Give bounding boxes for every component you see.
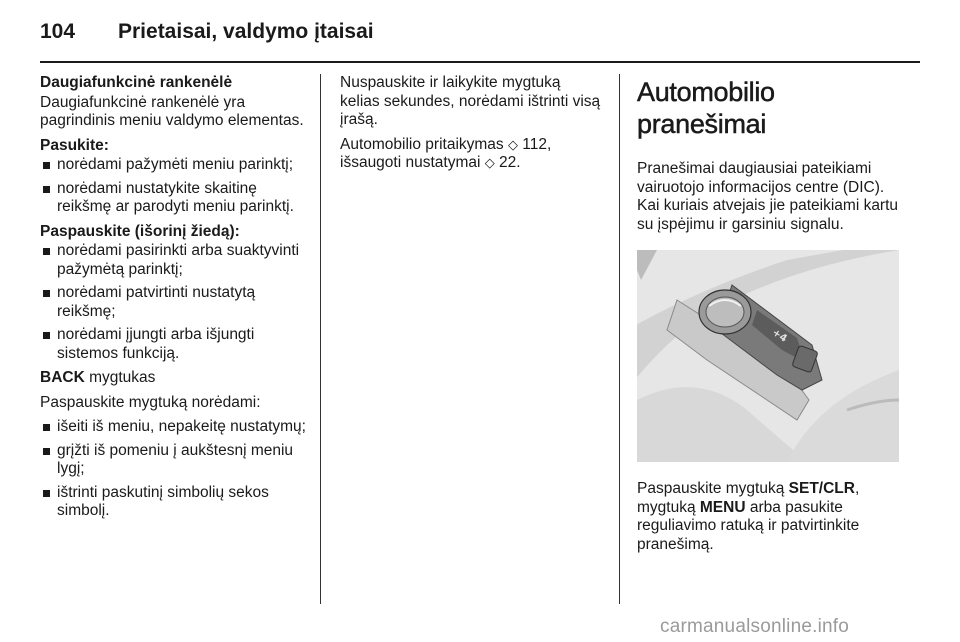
list-item: norėdami įjungti arba išjungti sistemos funkciją. bbox=[40, 326, 310, 363]
column-left bbox=[40, 74, 310, 527]
back-label: BACK bbox=[40, 369, 85, 386]
instruction-text: Paspauskite mygtuką SET/CLR, mygtuką MENU arba pasukite reguliavimo ratuką ir patvirtinkite pranešimą. bbox=[637, 480, 860, 553]
column-right bbox=[637, 74, 905, 560]
list-item: išeiti iš meniu, nepakeitę nustatymų; bbox=[40, 418, 310, 437]
list-item: grįžti iš pomeniu į aukštesnį meniu lygį; bbox=[40, 442, 310, 479]
list-item: norėdami pasirinkti arba suaktyvinti pažymėtą parinktį; bbox=[40, 242, 310, 279]
header-rule bbox=[40, 61, 920, 63]
turn-label: Pasukite: bbox=[40, 136, 109, 154]
menu-label: MENU bbox=[699, 498, 746, 516]
page-header bbox=[40, 12, 920, 52]
page-number: 104 bbox=[40, 20, 76, 43]
turn-list bbox=[40, 156, 310, 217]
column-divider bbox=[619, 74, 620, 604]
set-clr-label: SET/CLR bbox=[788, 480, 855, 497]
list-item: ištrinti paskutinį simbolių sekos simbolį. bbox=[40, 484, 310, 521]
press-label: Paspauskite (išorinį žiedą): bbox=[40, 222, 240, 240]
section-title: Automobilio pranešimai bbox=[637, 77, 775, 139]
list-item: norėdami patvirtinti nustatytą reikšmę; bbox=[40, 284, 310, 321]
column-middle bbox=[340, 74, 602, 179]
page-ref-icon: ◇ bbox=[507, 136, 518, 152]
intro-text: Daugiafunkcinė rankenėlė yra pagrindinis meniu valdymo elementas. bbox=[40, 93, 304, 129]
section-heading: Daugiafunkcinė rankenėlė bbox=[40, 74, 233, 91]
back-list bbox=[40, 418, 310, 521]
list-item: norėdami nustatykite skaitinę reikšmę ar parodyti meniu parinktį. bbox=[40, 180, 310, 217]
watermark: carmanualsonline.info bbox=[660, 616, 850, 637]
column-divider bbox=[320, 74, 321, 604]
turn-signal-lever-illustration bbox=[637, 250, 899, 462]
intro-text: Pranešimai daugiausiai pateikiami vairuotojo informacijos centre (DIC). Kai kuriais atvejais jie pateikiami kartu su įspėjimu ir garsiniu signalu. bbox=[637, 160, 899, 233]
stalk-illustration bbox=[637, 250, 899, 462]
list-item: norėdami pažymėti meniu parinktį; bbox=[40, 156, 310, 175]
page-ref-icon: ◇ bbox=[484, 155, 495, 170]
chapter-title: Prietaisai, valdymo įtaisai bbox=[118, 20, 374, 43]
svg-text:+4: +4 bbox=[769, 327, 789, 345]
press-list bbox=[40, 242, 310, 363]
back-intro: Paspauskite mygtuką norėdami: bbox=[40, 393, 261, 411]
back-suffix: mygtukas bbox=[84, 369, 156, 386]
hold-text: Nuspauskite ir laikykite mygtuką kelias sekundes, norėdami ištrinti visą įrašą. bbox=[340, 74, 601, 128]
cross-ref-customization: Automobilio pritaikymas ◇ 112, išsaugoti nustatymai ◇ 22. bbox=[340, 135, 552, 171]
back-heading bbox=[40, 369, 310, 388]
